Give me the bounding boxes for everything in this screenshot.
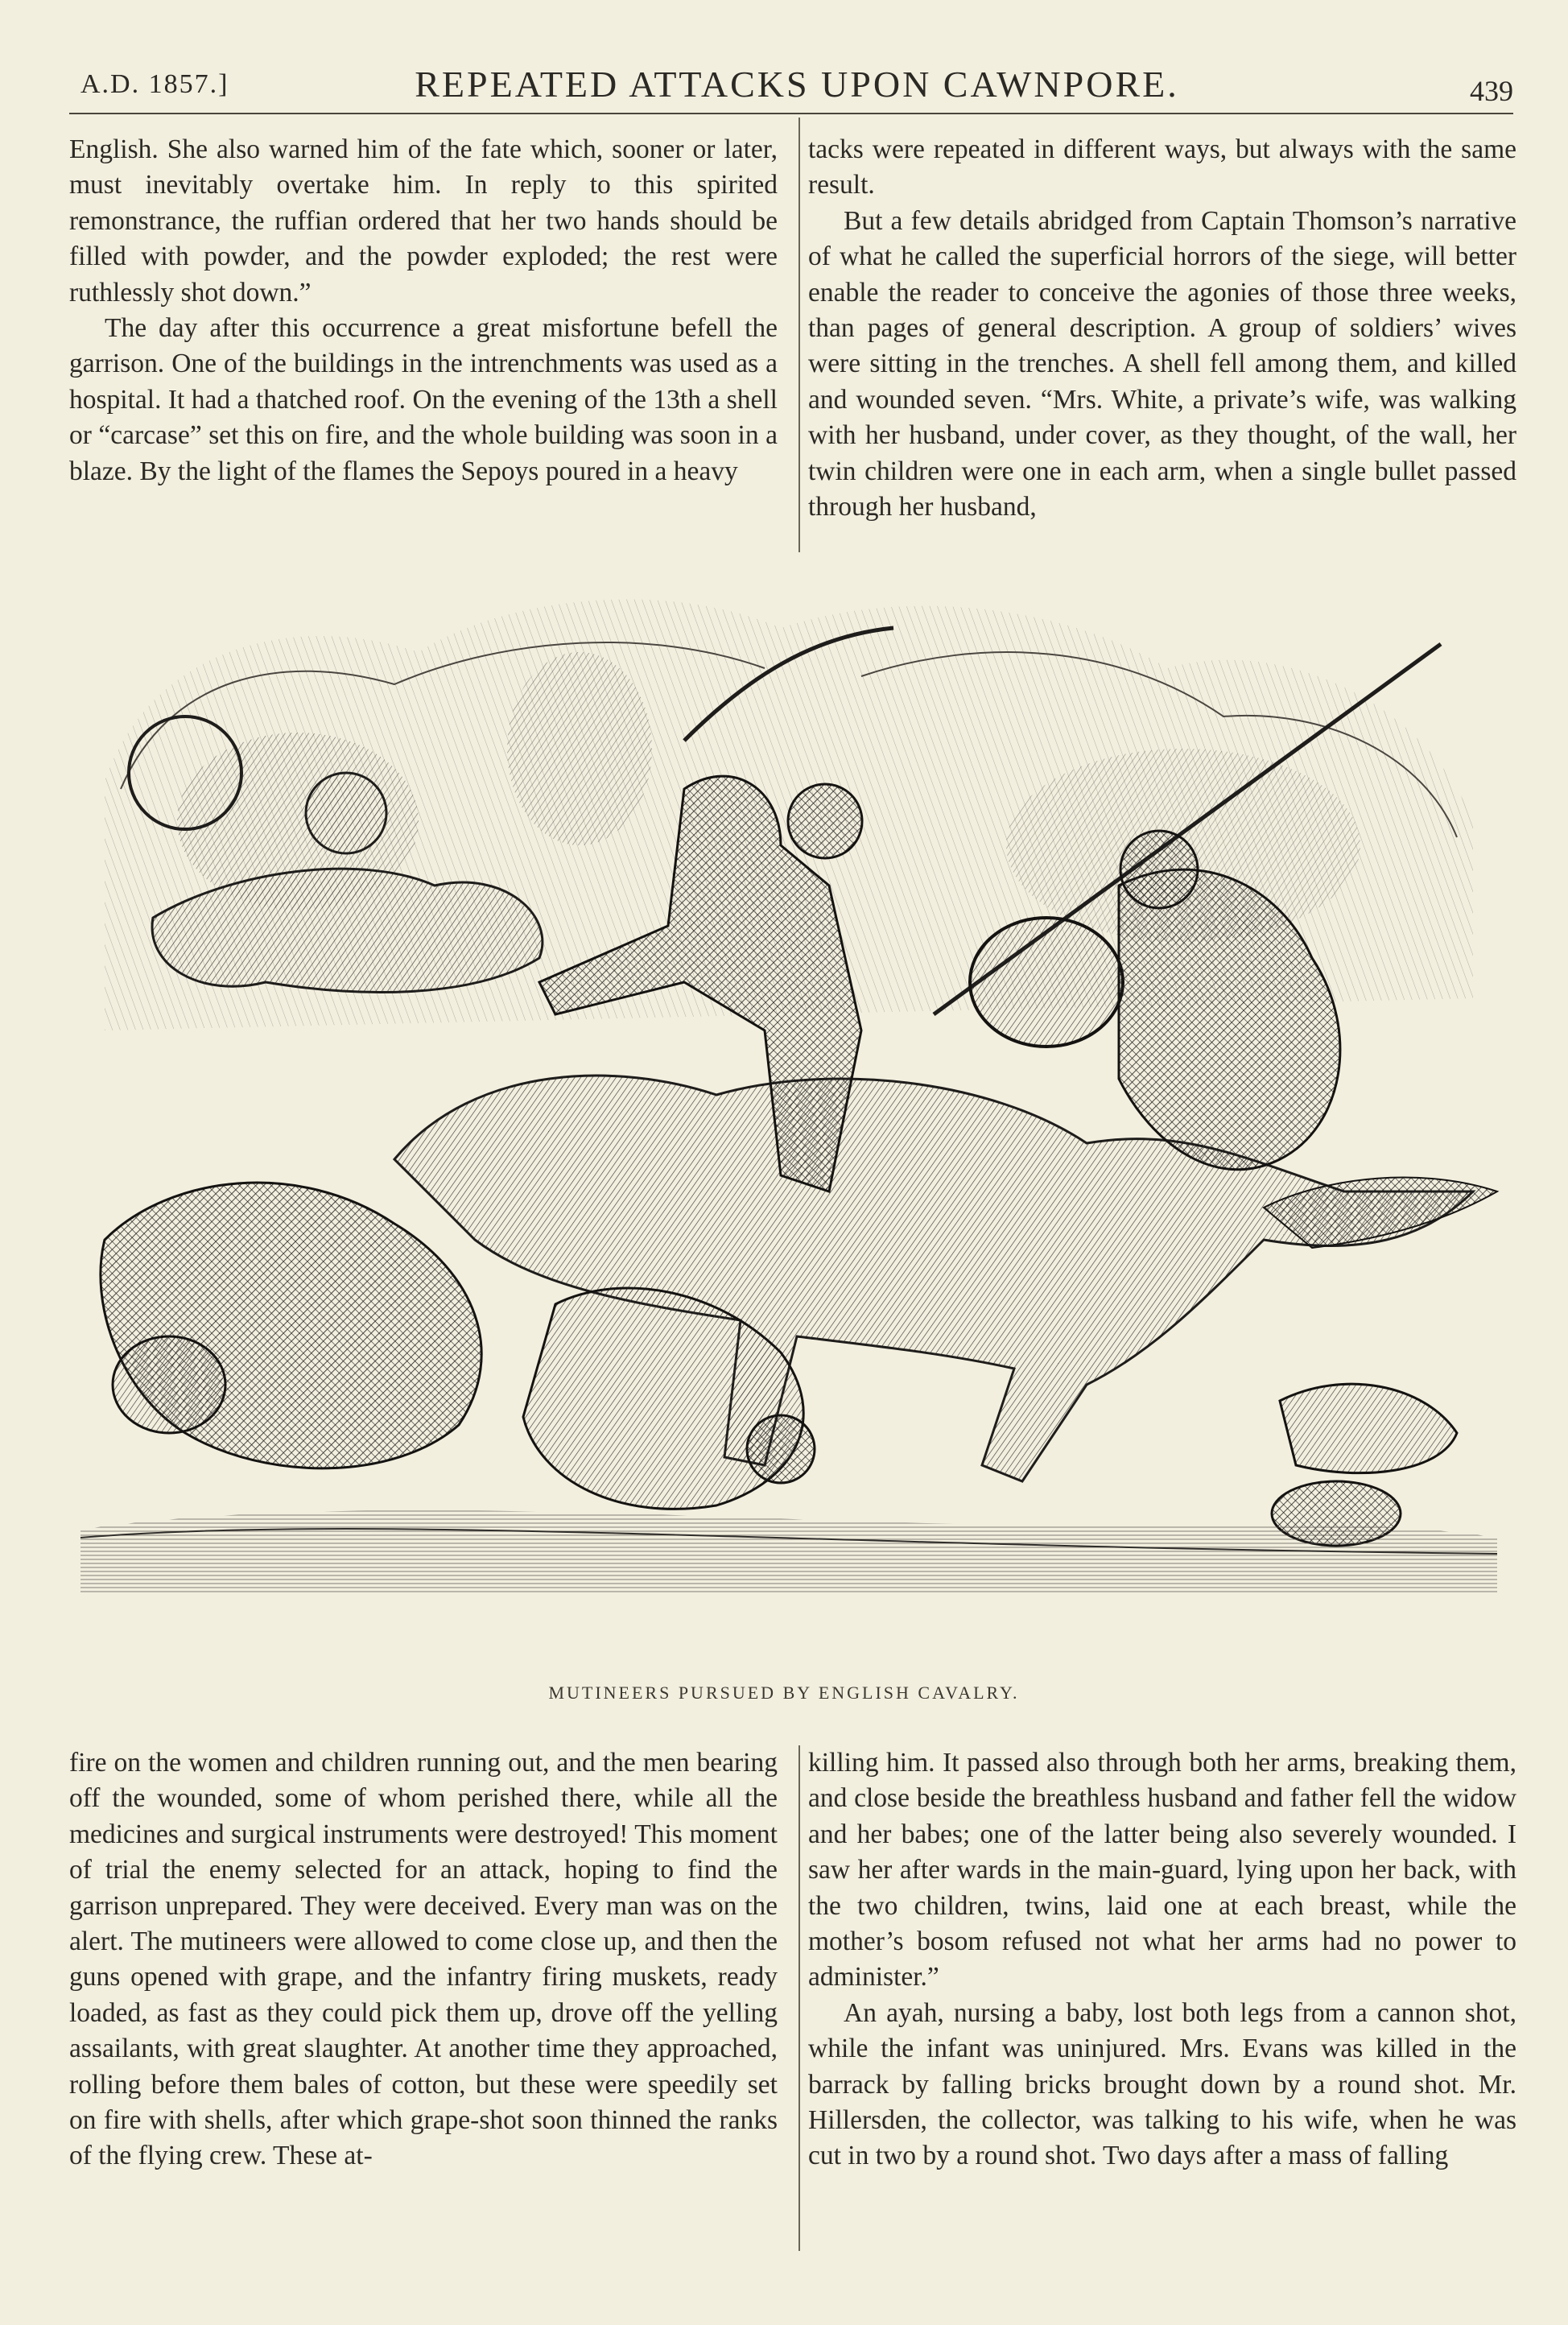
header-date: A.D. 1857.] xyxy=(80,69,229,99)
cavalry-battle-engraving xyxy=(56,580,1513,1650)
paragraph: But a few details abridged from Captain Thomson’s narrative of what he called the superficial horrors of the siege, will better enable the reader to conceive the agonies of those three weeks, than pages of general description. A group of soldiers’ wives were sitting in the trenches. A shell fell among them, and killed and wounded seven. “Mrs. White, a private’s wife, was walking with her husband, under cover, as they thought, of the wall, her twin children were one in each arm, when a single bullet passed through her husband, xyxy=(808,205,1516,522)
column-divider xyxy=(798,118,800,552)
paragraph: English. She also warned him of the fate which, sooner or later, must inevitably overtake him. In reply to this spirited remonstrance, the ruffian ordered that her two hands should be filled with powder, and the powder exploded; the rest were ruthlessly shot down.” xyxy=(69,134,778,308)
paragraph: The day after this occurrence a great misfortune befell the garrison. One of the buildings in the intrenchments was used as a hospital. It had a thatched roof. On the evening of the 13th a shell or “carcase” set this on fire, and the whole building was soon in a blaze. By the light of the flames the Sepoys poured in a heavy xyxy=(69,313,778,486)
paragraph: killing him. It passed also through both her arms, breaking them, and close beside the breathless husband and father fell the widow and her babes; one of the latter being also severely wounded. I saw her after wards in the main-guard, lying upon her back, with the two children, twins, laid one at each breast, while the mother’s bosom refused not what her arms had no power to administer.” xyxy=(808,1748,1516,1993)
paragraph: fire on the women and children running out, and the men bearing off the wounded, some of whom perished there, while all the medicines and surgical instruments were destroyed! This moment of trial the enemy selected for an attack, hoping to find the garrison unprepared. They were deceived. Every man was on the alert. The mutineers were allowed to come close up, and then the guns opened with grape, and the infantry firing muskets, ready loaded, as fast as they could pick them up, drove off the yelling assailants, with great slaughter. At another time they approached, rolling before them bales of cotton, but these were speedily set on fire with shells, after which grape-shot soon thinned the ranks of the flying crew. These at- xyxy=(69,1748,778,2171)
running-header xyxy=(80,63,1513,111)
header-title: REPEATED ATTACKS UPON CAWNPORE. xyxy=(415,64,1179,105)
column-top-left xyxy=(69,132,778,489)
paragraph: tacks were repeated in different ways, but always with the same result. xyxy=(808,134,1516,200)
page-number: 439 xyxy=(1470,75,1513,107)
column-bottom-right xyxy=(808,1745,1516,2174)
header-rule xyxy=(69,113,1513,114)
column-top-right xyxy=(808,132,1516,525)
paragraph: An ayah, nursing a baby, lost both legs from a cannon shot, while the infant was uninjured. Mrs. Evans was killed in the barrack by falling bricks brought down by a round shot. Mr. Hillersden, the collector, was talking to his wife, when he was cut in two by a round shot. Two days after a mass of falling xyxy=(808,1997,1516,2171)
column-divider xyxy=(798,1745,800,2251)
illustration-caption: MUTINEERS PURSUED BY ENGLISH CAVALRY. xyxy=(548,1683,1020,1703)
column-bottom-left xyxy=(69,1745,778,2174)
engraving-illustration xyxy=(56,580,1513,1650)
